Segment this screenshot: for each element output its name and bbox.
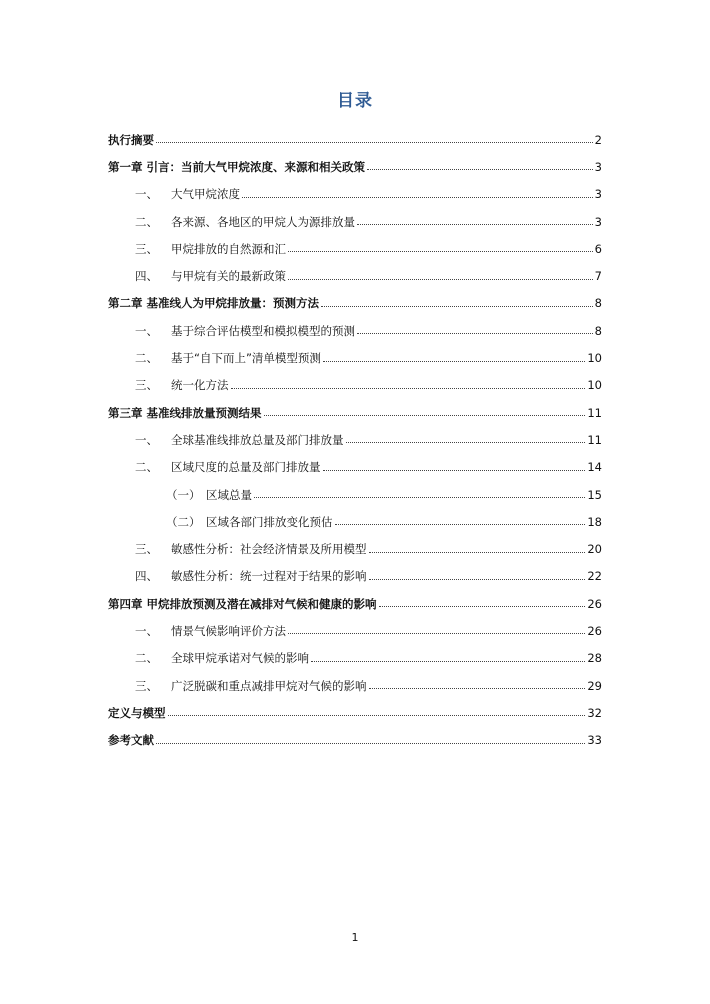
toc-entry-number: 一、 bbox=[135, 432, 158, 447]
toc-entry-label: 基于“自下而上”清单模型预测 bbox=[171, 351, 321, 366]
toc-entry-page: 6 bbox=[594, 241, 602, 256]
toc-entry-label: 区域尺度的总量及部门排放量 bbox=[171, 460, 321, 475]
toc-entry-label: 全球基准线排放总量及部门排放量 bbox=[171, 432, 344, 447]
toc-entry[interactable] bbox=[108, 699, 602, 726]
toc-entry[interactable] bbox=[108, 508, 602, 535]
toc-entry-label: 基于综合评估模型和模拟模型的预测 bbox=[171, 323, 355, 338]
toc-entry-number: 二、 bbox=[135, 351, 158, 366]
table-of-contents bbox=[108, 126, 602, 754]
toc-entry-number: 四、 bbox=[135, 569, 158, 584]
toc-entry[interactable] bbox=[108, 645, 602, 672]
toc-entry-number: 一、 bbox=[135, 623, 158, 638]
toc-entry-number: （二） bbox=[166, 514, 201, 529]
toc-entry-number: 三、 bbox=[135, 378, 158, 393]
toc-entry-page: 8 bbox=[594, 296, 602, 311]
toc-dot-leader bbox=[242, 197, 593, 198]
toc-dot-leader bbox=[311, 661, 585, 662]
toc-dot-leader bbox=[288, 633, 585, 634]
toc-entry-number: 四、 bbox=[135, 269, 158, 284]
footer-page-number: 1 bbox=[351, 931, 359, 944]
toc-entry[interactable] bbox=[108, 344, 602, 371]
toc-entry-page: 20 bbox=[587, 542, 602, 557]
toc-dot-leader bbox=[357, 333, 593, 334]
toc-entry-label: 第二章 基准线人为甲烷排放量：预测方法 bbox=[108, 296, 320, 311]
toc-entry-label: 甲烷排放的自然源和汇 bbox=[171, 241, 286, 256]
toc-entry-label: 区域总量 bbox=[206, 487, 252, 502]
toc-entry-page: 3 bbox=[594, 159, 602, 174]
toc-entry[interactable] bbox=[108, 317, 602, 344]
toc-entry[interactable] bbox=[108, 290, 602, 317]
toc-entry-label: 定义与模型 bbox=[108, 705, 166, 720]
toc-entry-label: 区域各部门排放变化预估 bbox=[206, 514, 333, 529]
toc-entry-page: 11 bbox=[587, 405, 602, 420]
toc-entry[interactable] bbox=[108, 727, 602, 754]
toc-entry-label: 与甲烷有关的最新政策 bbox=[171, 269, 286, 284]
toc-entry-page: 28 bbox=[587, 651, 602, 666]
toc-dot-leader bbox=[264, 415, 586, 416]
toc-entry[interactable] bbox=[108, 481, 602, 508]
toc-dot-leader bbox=[231, 388, 586, 389]
toc-entry-number: 一、 bbox=[135, 187, 158, 202]
toc-dot-leader bbox=[379, 606, 586, 607]
toc-entry-page: 3 bbox=[594, 214, 602, 229]
toc-dot-leader bbox=[369, 552, 586, 553]
toc-dot-leader bbox=[156, 743, 585, 744]
toc-entry-page: 26 bbox=[587, 623, 602, 638]
toc-entry[interactable] bbox=[108, 426, 602, 453]
page-title: 目录 bbox=[337, 91, 373, 111]
toc-entry[interactable] bbox=[108, 181, 602, 208]
toc-dot-leader bbox=[367, 169, 593, 170]
toc-entry-label: 执行摘要 bbox=[108, 132, 154, 147]
toc-dot-leader bbox=[357, 224, 593, 225]
toc-entry-number: （一） bbox=[166, 487, 201, 502]
toc-entry-page: 14 bbox=[587, 460, 602, 475]
toc-entry[interactable] bbox=[108, 262, 602, 289]
toc-entry[interactable] bbox=[108, 399, 602, 426]
toc-entry[interactable] bbox=[108, 208, 602, 235]
toc-dot-leader bbox=[369, 579, 586, 580]
toc-entry-label: 统一化方法 bbox=[171, 378, 229, 393]
toc-entry-number: 三、 bbox=[135, 678, 158, 693]
toc-entry-label: 第四章 甲烷排放预测及潜在减排对气候和健康的影响 bbox=[108, 596, 377, 611]
toc-entry-number: 三、 bbox=[135, 542, 158, 557]
toc-entry-page: 7 bbox=[594, 269, 602, 284]
toc-entry[interactable] bbox=[108, 672, 602, 699]
toc-entry-page: 33 bbox=[587, 733, 602, 748]
toc-entry-page: 29 bbox=[587, 678, 602, 693]
toc-entry[interactable] bbox=[108, 617, 602, 644]
toc-entry-label: 第三章 基准线排放量预测结果 bbox=[108, 405, 262, 420]
toc-entry-label: 情景气候影响评价方法 bbox=[171, 623, 286, 638]
toc-entry[interactable] bbox=[108, 153, 602, 180]
toc-entry[interactable] bbox=[108, 372, 602, 399]
toc-dot-leader bbox=[254, 497, 585, 498]
toc-entry-page: 2 bbox=[594, 132, 602, 147]
toc-entry-label: 全球甲烷承诺对气候的影响 bbox=[171, 651, 309, 666]
toc-entry[interactable] bbox=[108, 454, 602, 481]
toc-dot-leader bbox=[288, 251, 593, 252]
toc-dot-leader bbox=[323, 361, 585, 362]
toc-entry-page: 15 bbox=[587, 487, 602, 502]
toc-entry-label: 大气甲烷浓度 bbox=[171, 187, 240, 202]
toc-entry-page: 3 bbox=[594, 187, 602, 202]
toc-dot-leader bbox=[321, 306, 593, 307]
toc-entry-number: 一、 bbox=[135, 323, 158, 338]
toc-dot-leader bbox=[346, 442, 586, 443]
toc-entry[interactable] bbox=[108, 235, 602, 262]
toc-entry-page: 10 bbox=[587, 351, 602, 366]
toc-entry[interactable] bbox=[108, 590, 602, 617]
toc-entry[interactable] bbox=[108, 563, 602, 590]
toc-dot-leader bbox=[156, 142, 593, 143]
toc-entry-page: 10 bbox=[587, 378, 602, 393]
toc-entry-page: 11 bbox=[587, 432, 602, 447]
toc-entry-label: 各来源、各地区的甲烷人为源排放量 bbox=[171, 214, 355, 229]
toc-entry-label: 广泛脱碳和重点减排甲烷对气候的影响 bbox=[171, 678, 367, 693]
toc-entry-page: 22 bbox=[587, 569, 602, 584]
toc-entry-label: 第一章 引言：当前大气甲烷浓度、来源和相关政策 bbox=[108, 159, 366, 174]
toc-entry-page: 32 bbox=[587, 705, 602, 720]
toc-entry-page: 18 bbox=[587, 514, 602, 529]
toc-entry-label: 敏感性分析：统一过程对于结果的影响 bbox=[171, 569, 367, 584]
toc-dot-leader bbox=[323, 470, 586, 471]
toc-dot-leader bbox=[288, 279, 593, 280]
toc-dot-leader bbox=[335, 524, 586, 525]
toc-entry-number: 二、 bbox=[135, 460, 158, 475]
toc-entry-number: 三、 bbox=[135, 241, 158, 256]
toc-entry-label: 参考文献 bbox=[108, 733, 154, 748]
toc-dot-leader bbox=[168, 715, 586, 716]
toc-entry-label: 敏感性分析：社会经济情景及所用模型 bbox=[171, 542, 367, 557]
toc-entry-page: 26 bbox=[587, 596, 602, 611]
toc-entry[interactable] bbox=[108, 126, 602, 153]
toc-entry-number: 二、 bbox=[135, 651, 158, 666]
toc-entry[interactable] bbox=[108, 535, 602, 562]
toc-dot-leader bbox=[369, 688, 586, 689]
toc-entry-number: 二、 bbox=[135, 214, 158, 229]
toc-entry-page: 8 bbox=[594, 323, 602, 338]
